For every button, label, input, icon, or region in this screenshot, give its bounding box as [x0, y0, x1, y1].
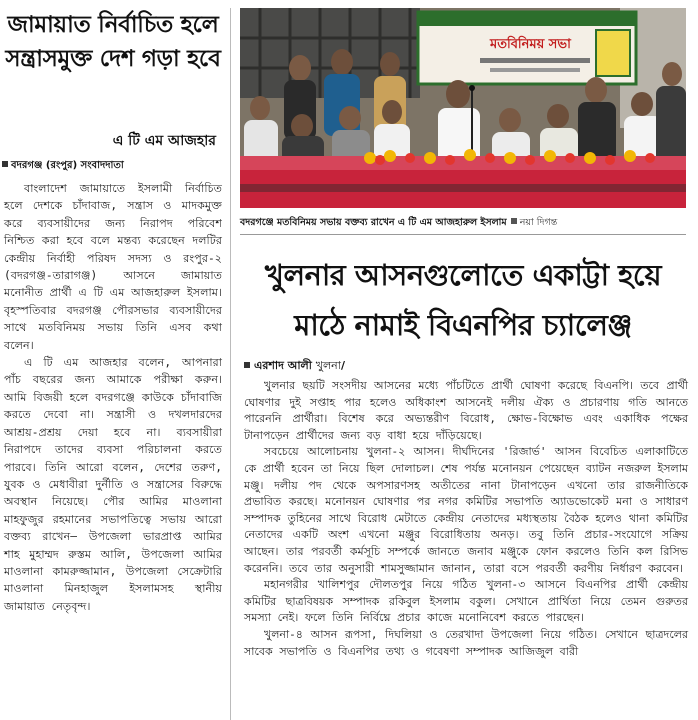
- horizontal-rule: [240, 234, 686, 235]
- right-paragraph-3: মহানগরীর খালিশপুর দৌলতপুর নিয়ে গঠিত খুলনা-৩ আসনে বিএনপির প্রার্থী কেন্দ্রীয় কমিটির ছাত্রবিষয়ক সম্পাদক রকিবুল ইসলাম বকুল। সেখানে প্রার্থিতা নিয়ে তেমন গুরুতর সমস্যা নেই। ফলে তিনি নির্বিঘ্নে প্রচার কাজে মনোনিবেশ করতে পারছেন।: [244, 578, 688, 625]
- left-dateline: [2, 158, 124, 175]
- right-byline: এরশাদ আলী খুলনা/: [244, 357, 345, 376]
- right-paragraph-4: খুলনা-৪ আসন রূপসা, দিঘলিয়া ও তেরখাদা উপজেলা নিয়ে গঠিত। সেখানে ছাত্রদলের সাবেক সভাপতি ও বিএনপির তথ্য ও গবেষণা সম্পাদক আজিজুল বারী: [244, 627, 688, 658]
- photo-caption: [240, 216, 686, 231]
- square-bullet-icon: [2, 161, 8, 167]
- photo-caption-text: বদরগঞ্জে মতবিনিময় সভায় বক্তব্য রাখেন এ টি এম আজহারুল ইসলাম: [240, 217, 507, 228]
- left-article: [0, 0, 226, 720]
- right-byline-name: এরশাদ আলী: [254, 359, 312, 372]
- news-photo: [240, 8, 686, 208]
- left-body: [4, 180, 222, 615]
- right-paragraph-1: খুলনার ছয়টি সংসদীয় আসনের মধ্যে পাঁচটিতে প্রার্থী ঘোষণা করেছে বিএনপি। তবে প্রার্থী ঘোষণার দুই সপ্তাহ পার হলেও অধিকাংশ আসনেই দলীয় ঐক্য ও প্রচারণায় গতি আনতে পারেননি প্রার্থীরা। বিশেষ করে অভ্যন্তরীণ বিরোধ, ক্ষোভ-বিক্ষোভ এবং একাধিক পক্ষের টানাপড়েন প্রার্থীদের জন্য বড় বাধা হয়ে দাঁড়িয়েছে।: [244, 379, 688, 442]
- left-paragraph-1: বাংলাদেশ জামায়াতে ইসলামী নির্বাচিত হলে দেশকে চাঁদাবাজ, সন্ত্রাস ও মাদকমুক্ত করে ব্যবসায়ীদের জন্য নিরাপদ পরিবেশ নিশ্চিত করা হবে বলে মন্তব্য করেছেন দলটির কেন্দ্রীয় নির্বাহী পরিষদ সদস্য ও রংপুর-২ (বদরগঞ্জ-তারাগঞ্জ) আসনে জামায়াত মনোনীত প্রার্থী এ টি এম আজহারুল ইসলাম। বৃহস্পতিবার বদরগঞ্জ পৌরসভার ব্যবসায়ীদের সাথে মতবিনিময় সভায় তিনি এসব কথা বলেন।: [4, 182, 222, 352]
- right-headline: খুলনার আসনগুলোতে একাট্টা হয়ে মাঠে নামাই বিএনপির চ্যালেঞ্জ: [264, 258, 662, 342]
- left-headline: জামায়াত নির্বাচিত হলে সন্ত্রাসমুক্ত দেশ গড়া হবে: [5, 12, 221, 72]
- banner-text: মতবিনিময় সভা: [490, 37, 571, 52]
- square-bullet-icon: [511, 218, 517, 224]
- right-body: [244, 378, 688, 660]
- left-dateline-text: বদরগঞ্জ (রংপুর) সংবাদদাতা: [11, 160, 124, 171]
- square-bullet-icon: [244, 362, 250, 368]
- photo-source: নয়া দিগন্ত: [519, 217, 558, 228]
- left-byline-name: এ টি এম আজহার: [112, 133, 216, 149]
- photo-illustration: [240, 8, 686, 208]
- left-paragraph-2: এ টি এম আজহার বলেন, আপনারা পাঁচ বছরের জন্য আমাকে পরীক্ষা করুন। আমি বিজয়ী হলে বদরগঞ্জে কাউকে চাঁদাবাজি করতে দেবো না। সন্ত্রাসী ও দখলদারদের আশ্রয়-প্রশ্রয় দেয়া হবে না। ব্যবসায়ীরা নিরাপদে তাদের ব্যবসা পরিচালনা করতে পারবে। তিনি আরো বলেন, দেশের তরুণ, যুবক ও মেধাবীরা দুর্নীতি ও সন্ত্রাসের বিরুদ্ধে অবস্থান নিয়েছে। পৌর আমির মাওলানা মাহফুজুর রহমানের সভাপতিত্বে সভায় আরো বক্তব্য রাখেন– উপজেলা ভারপ্রাপ্ত আমির শাহ মুহাম্মদ রুস্তম আলি, উপজেলা আমির মাওলানা কামরুজ্জামান, উপজেলা সেক্রেটারি মাওলানা মিনহাজুল ইসলামসহ স্থানীয় জামায়াত নেতৃবৃন্দ।: [4, 356, 222, 613]
- right-byline-place: খুলনা: [315, 359, 341, 372]
- column-divider: [230, 8, 231, 720]
- right-paragraph-2: সবচেয়ে আলোচনায় খুলনা-২ আসন। দীর্ঘদিনের 'রিজার্ভ' আসন বিবেচিত এলাকাটিতে কে প্রার্থী হবেন তা নিয়ে ছিল দোলাচল। শেষ পর্যন্ত মনোনয়ন পেয়েছেন ব্যাটন নজরুল ইসলাম মঞ্জু। দলীয় পদ থেকে অপসারণসহ অতীতের নানা টানাপড়েন এখনো তার রাজনীতিকে প্রভাবিত করছে। মনোনয়ন ঘোষণার পর নগর কমিটির সভাপতি অ্যাডভোকেট মনা ও সাধারণ সম্পাদক তুহিনের সাথে বিরোধ মেটাতে কেন্দ্রীয় নেতাদের মধ্যস্থতায় বৈঠক হলেও থানা কমিটির নেতাদের একটি অংশ এখনো মঞ্জুর বিরোধিতায় অনড়। তবু তিনি প্রচার-সংযোগে সক্রিয় আছেন। তার পরবর্তী কর্মসূচি সম্পর্কে জানতে জনাব মঞ্জুকে ফোন করলেও তিনি কল রিসিভ করেননি। তবে তার অনুসারী শামসুজ্জামান জানান, তারা বসে পরবর্তী করণীয় নির্ধারণ করবেন।: [244, 445, 688, 575]
